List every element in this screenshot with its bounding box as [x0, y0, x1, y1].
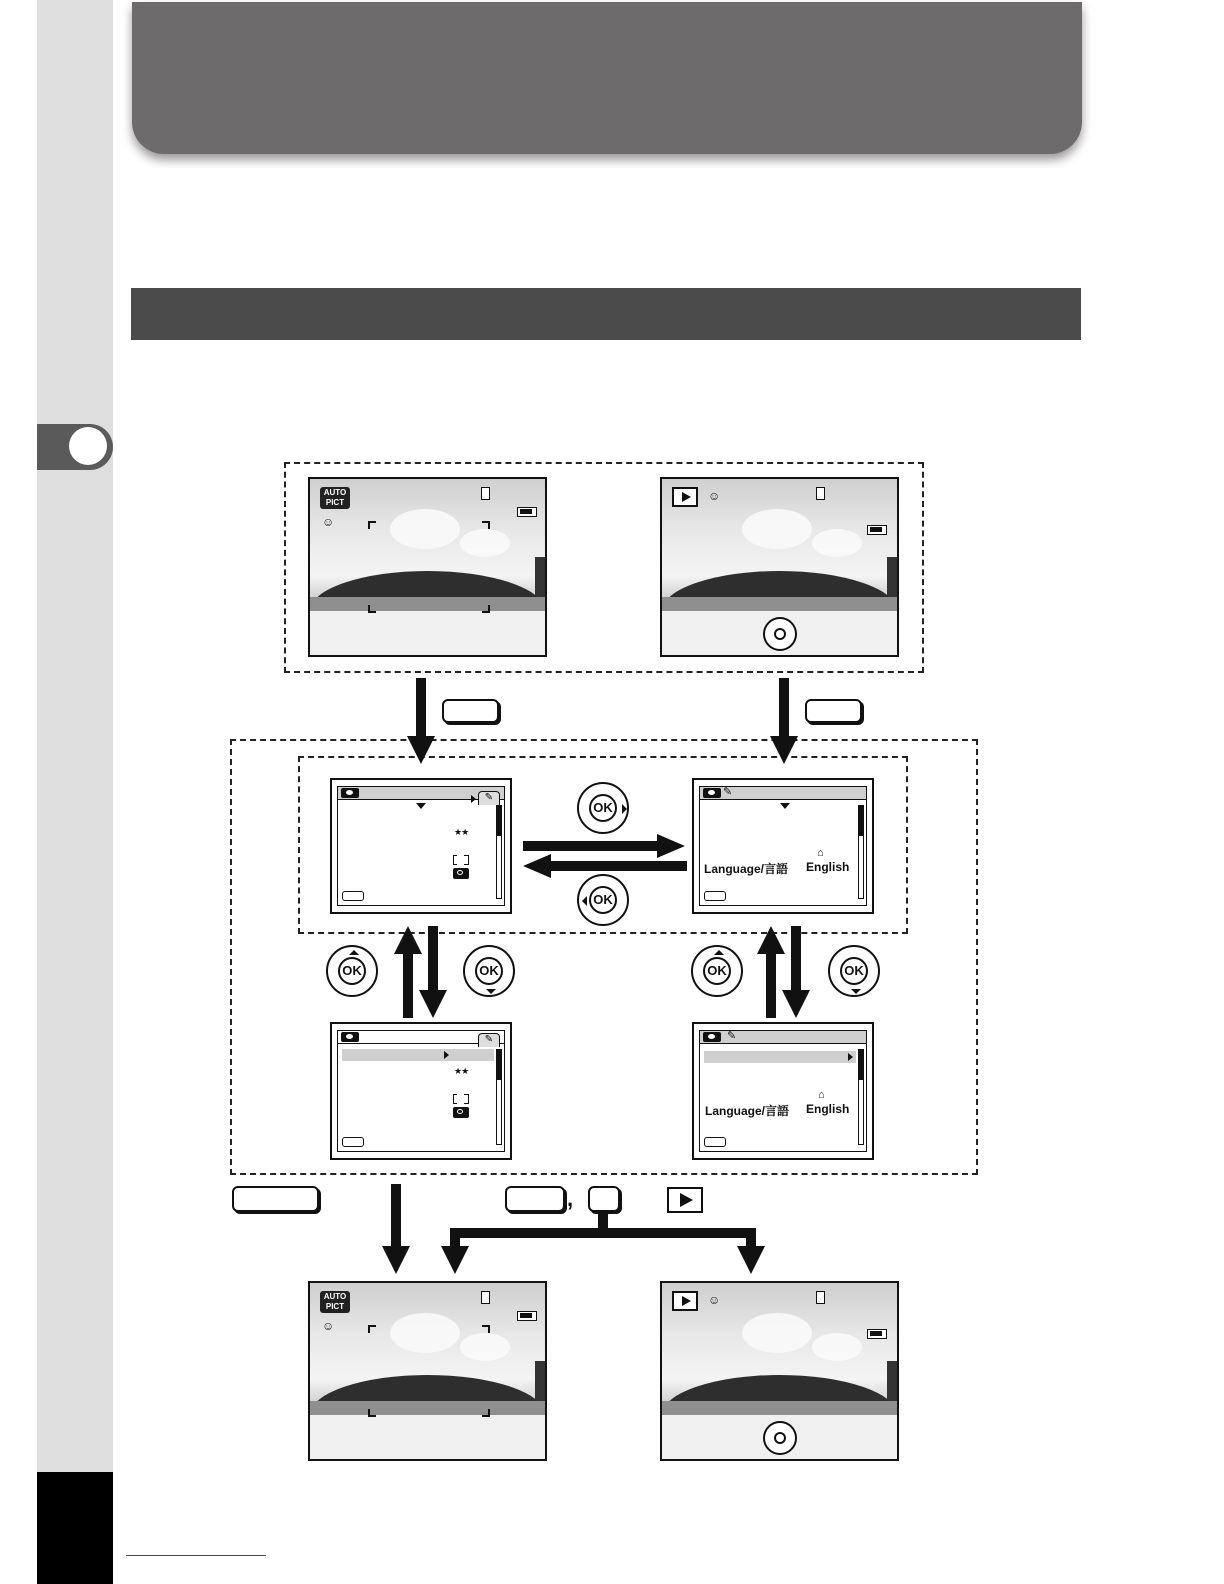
focus-frame-corner — [368, 605, 376, 613]
camera-tab-icon — [703, 788, 721, 798]
menu-scrollbar[interactable] — [858, 805, 864, 899]
down-pointer-icon — [780, 803, 790, 809]
ok-down-button-icon: OK — [463, 945, 515, 997]
focus-frame-corner — [368, 1325, 376, 1333]
arrow-shaft — [391, 1184, 401, 1248]
metering-icon — [453, 868, 469, 879]
quality-stars-icon: ★★ — [454, 1066, 469, 1076]
setup-menu-item-selected-screen — [692, 1022, 874, 1160]
arrow-shaft — [779, 678, 789, 738]
ok-up-button-icon: OK — [326, 945, 378, 997]
playback-mode-screen-top — [660, 477, 899, 657]
face-detect-icon: ☺ — [708, 1293, 721, 1307]
menu-button-icon — [704, 1137, 726, 1147]
chapter-number-circle — [69, 427, 107, 465]
memory-card-icon — [481, 1291, 490, 1304]
playback-icon — [672, 1291, 698, 1311]
side-margin-footer-block — [37, 1472, 113, 1584]
down-arrow-head — [782, 990, 810, 1018]
chapter-banner — [132, 2, 1082, 154]
footer-link-underline[interactable] — [126, 1555, 266, 1556]
arrow-shaft — [450, 1228, 756, 1238]
menu-scrollbar[interactable] — [496, 1049, 502, 1145]
battery-icon — [517, 507, 537, 517]
focus-area-icon — [453, 855, 469, 865]
playback-icon — [672, 487, 698, 507]
memory-card-icon — [816, 487, 825, 500]
focus-frame-corner — [482, 1325, 490, 1333]
playback-key-icon — [667, 1187, 703, 1213]
home-icon: ⌂ — [818, 1089, 825, 1101]
right-arrow-icon — [471, 795, 476, 803]
ok-up-button-icon: OK — [691, 945, 743, 997]
setup-menu-screen — [692, 778, 874, 914]
face-detect-icon: ☺ — [322, 515, 335, 529]
focus-area-icon — [453, 1094, 469, 1104]
ok-right-button-icon: OK — [577, 782, 629, 834]
down-arrow-head — [441, 1246, 469, 1274]
up-arrow-head — [394, 926, 422, 954]
down-arrow-head — [419, 990, 447, 1018]
menu-button-icon — [342, 891, 364, 901]
right-arrow-head — [657, 834, 685, 858]
selected-menu-row[interactable] — [342, 1049, 494, 1061]
face-detect-icon: ☺ — [322, 1319, 335, 1333]
setup-tab-icon: ✎ — [723, 786, 733, 798]
metering-icon — [453, 1107, 469, 1118]
ok-down-button-icon: OK — [828, 945, 880, 997]
section-heading-bar — [131, 288, 1081, 340]
memory-card-icon — [816, 1291, 825, 1304]
menu-scrollbar[interactable] — [858, 1049, 864, 1145]
focus-frame-corner — [368, 521, 376, 529]
camera-tab-icon — [703, 1032, 721, 1042]
four-way-controller-icon — [763, 1421, 797, 1455]
arrow-shaft — [523, 841, 659, 851]
separator-comma: , — [567, 1186, 574, 1211]
battery-icon — [867, 525, 887, 535]
capture-mode-screen-top — [308, 477, 547, 657]
arrow-shaft — [746, 1228, 756, 1248]
auto-picture-mode-icon: AUTO PICT — [320, 1291, 350, 1313]
down-arrow-head — [407, 736, 435, 764]
four-way-controller-icon — [763, 617, 797, 651]
language-value: English — [806, 1102, 850, 1116]
menu-scrollbar[interactable] — [496, 805, 502, 899]
focus-frame-corner — [482, 605, 490, 613]
menu-button-icon — [805, 699, 862, 723]
left-arrow-head — [523, 854, 551, 878]
memory-card-icon — [481, 487, 490, 500]
selected-menu-row[interactable] — [704, 1051, 856, 1063]
down-arrow-head — [737, 1246, 765, 1274]
home-icon: ⌂ — [817, 847, 824, 859]
menu-button-icon — [342, 1137, 364, 1147]
up-arrow-head — [757, 926, 785, 954]
mode-key-icon — [588, 1186, 620, 1212]
battery-icon — [867, 1329, 887, 1339]
arrow-shaft — [791, 926, 801, 992]
menu-key-icon — [505, 1186, 565, 1212]
shutter-half-press-key-icon — [232, 1186, 319, 1212]
quality-stars-icon: ★★ — [454, 827, 469, 837]
ok-left-button-icon: OK — [577, 874, 629, 926]
setup-tab-icon: ✎ — [727, 1030, 737, 1042]
down-pointer-icon — [416, 803, 426, 809]
record-menu-screen — [330, 778, 512, 914]
language-value: English — [806, 860, 850, 874]
arrow-shaft — [551, 861, 687, 871]
setup-tab-icon: ✎ — [478, 1033, 500, 1047]
arrow-shaft — [416, 678, 426, 738]
arrow-shaft — [428, 926, 438, 992]
focus-frame-corner — [482, 521, 490, 529]
language-label: Language/言語 — [705, 1104, 790, 1118]
down-arrow-head — [770, 736, 798, 764]
face-detect-icon: ☺ — [708, 489, 721, 503]
record-menu-item-selected-screen — [330, 1022, 512, 1160]
down-arrow-head — [382, 1246, 410, 1274]
arrow-shaft — [766, 952, 776, 1018]
setup-tab-icon: ✎ — [478, 791, 500, 805]
menu-button-icon — [704, 891, 726, 901]
arrow-shaft — [403, 952, 413, 1018]
playback-mode-screen-bottom — [660, 1281, 899, 1461]
right-arrow-icon — [848, 1053, 853, 1061]
camera-tab-icon — [341, 1032, 359, 1042]
auto-picture-mode-icon: AUTO PICT — [320, 487, 350, 509]
side-margin-strip — [37, 0, 113, 1584]
camera-tab-icon — [341, 788, 359, 798]
chapter-tab — [37, 424, 113, 470]
capture-mode-screen-bottom — [308, 1281, 547, 1461]
right-arrow-icon — [444, 1051, 449, 1059]
focus-frame-corner — [482, 1409, 490, 1417]
language-label: Language/言語 — [704, 862, 789, 876]
menu-button-icon — [442, 699, 499, 723]
battery-icon — [517, 1311, 537, 1321]
arrow-shaft — [450, 1228, 460, 1248]
focus-frame-corner — [368, 1409, 376, 1417]
